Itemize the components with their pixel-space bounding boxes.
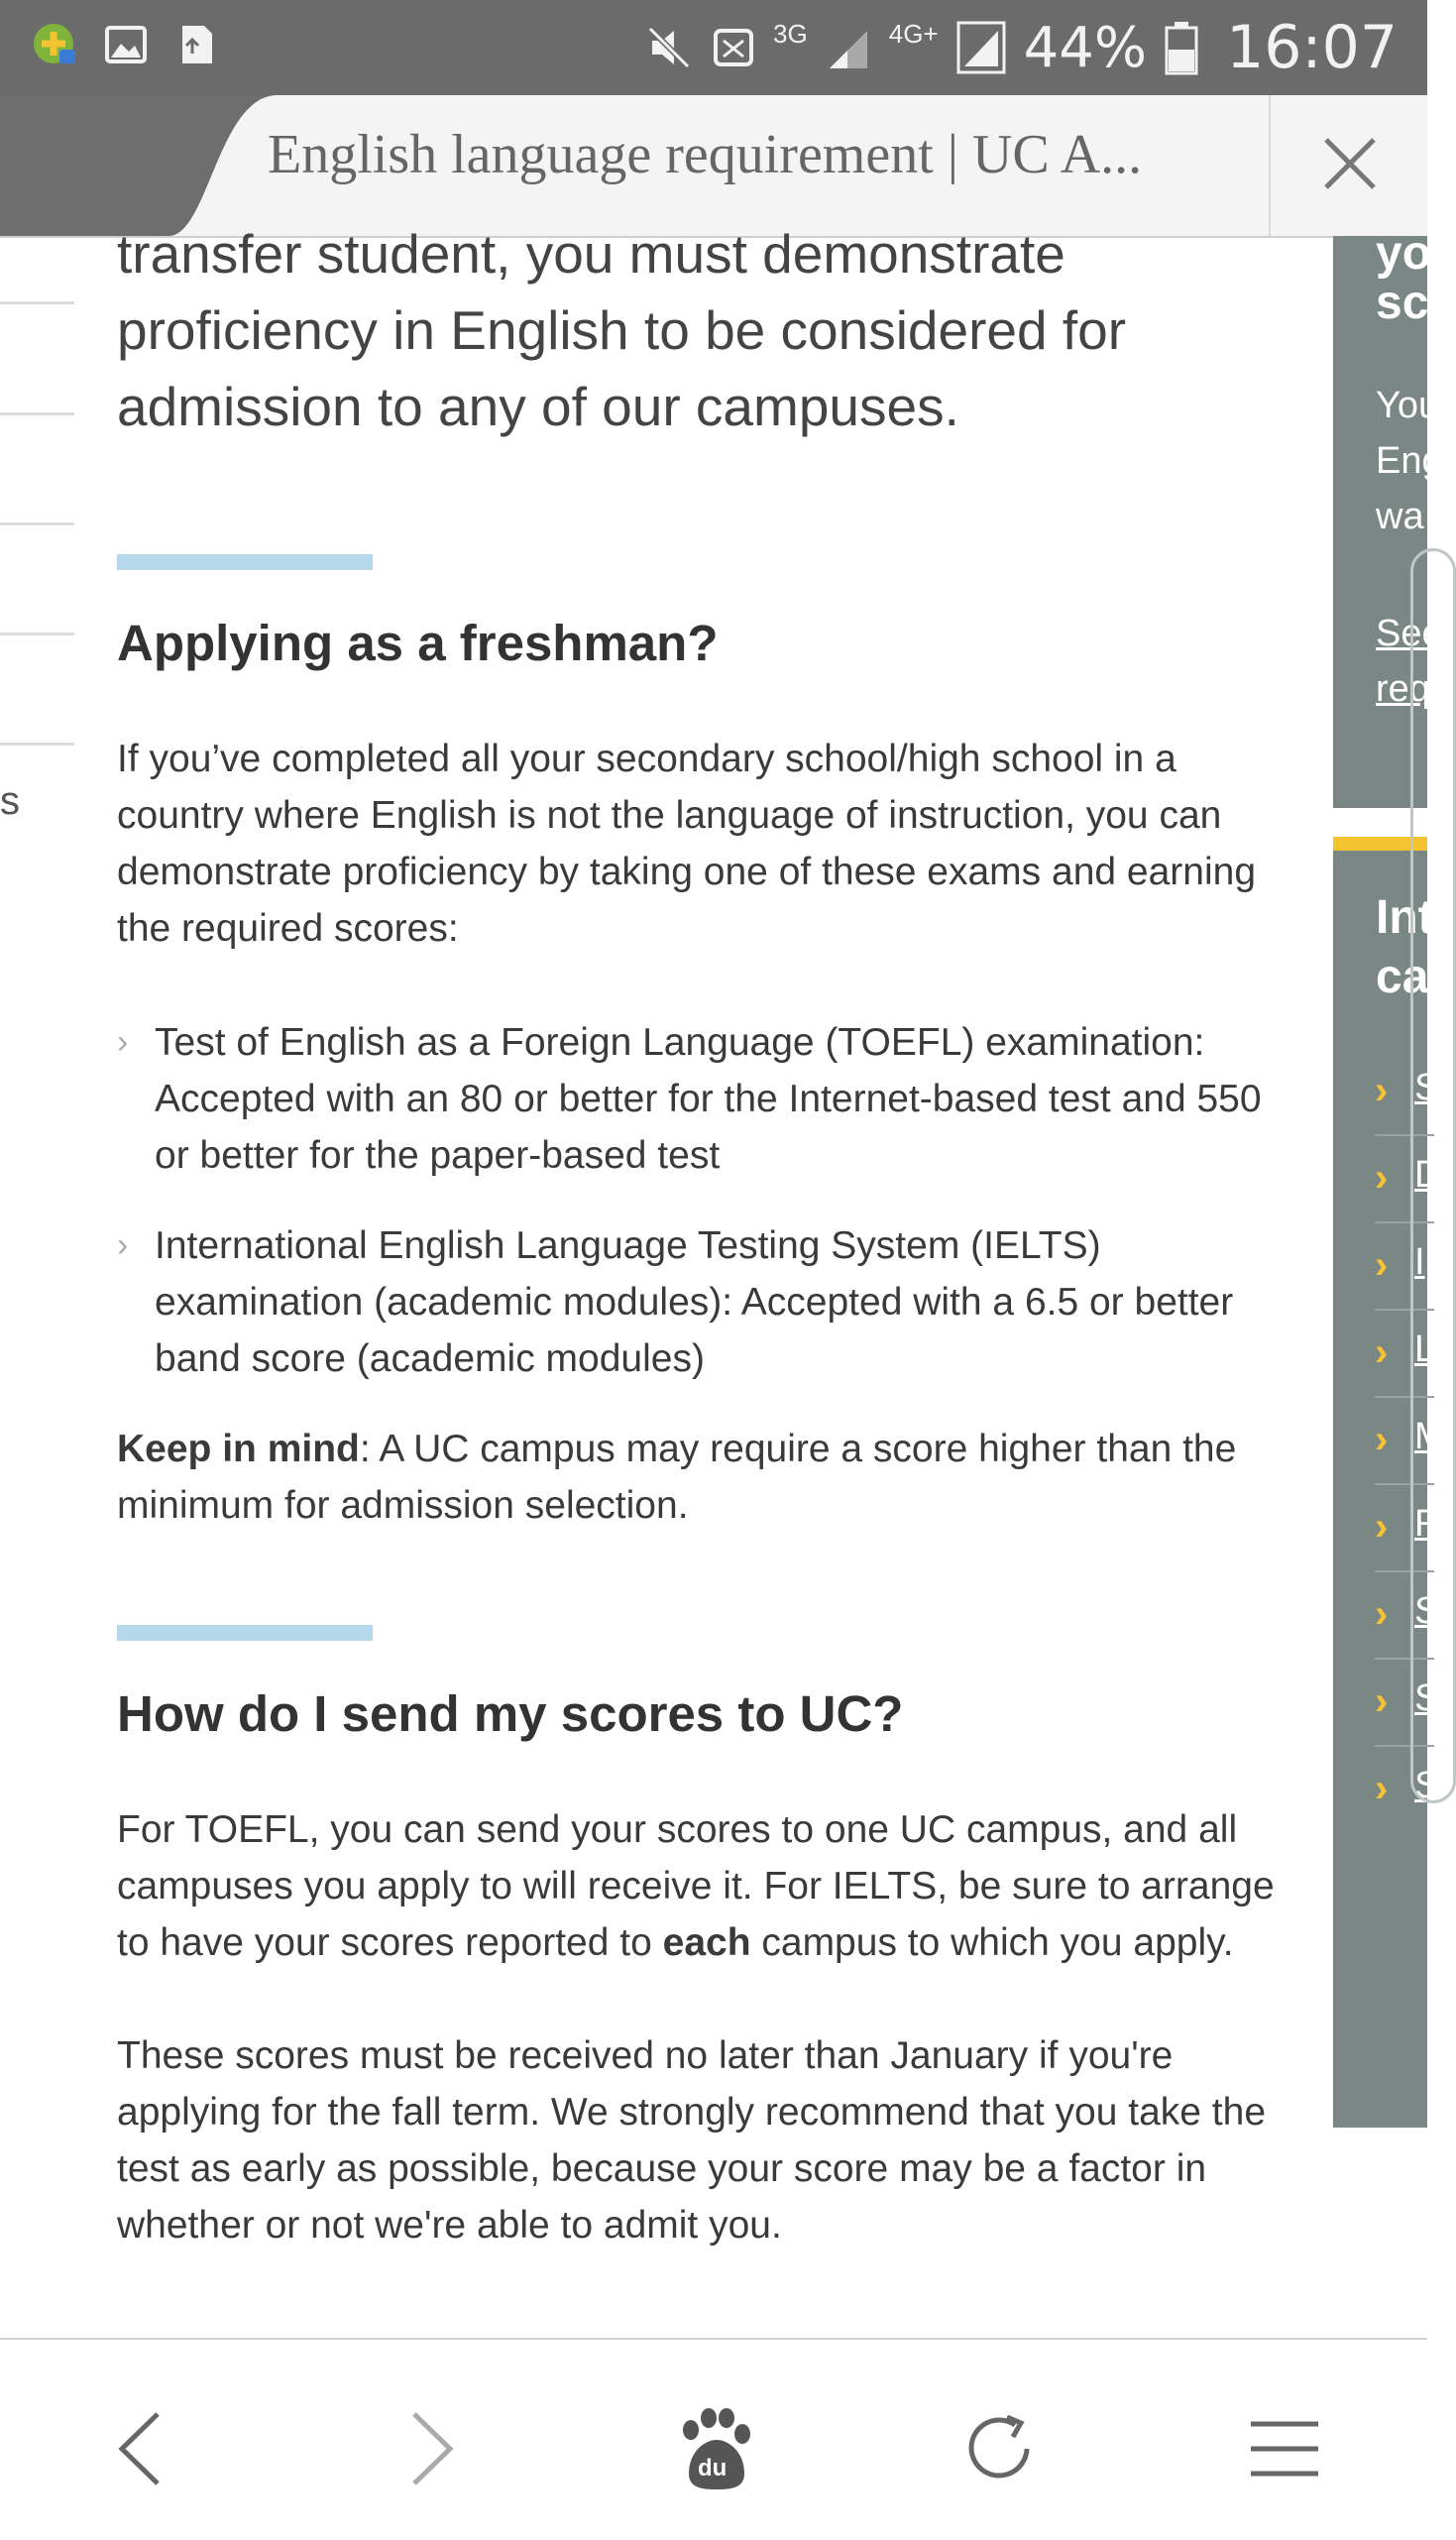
menu-button[interactable] [1225,2389,1344,2508]
system-icons [644,0,1398,95]
tab-title[interactable]: English language requirement | UC A... [268,124,1143,185]
back-arrow-icon[interactable] [102,2404,181,2493]
mute-icon [644,23,694,72]
sidebar-body-fragment: You [1376,385,1440,426]
keep-in-mind-note [117,1421,1296,1534]
sidebar-link-text[interactable]: S [1414,1590,1440,1632]
right-sidebar [1333,227,1446,2338]
signal-4g-icon [956,21,1006,74]
message-icon [712,23,755,72]
emphasis-each: each [662,1921,751,1964]
chevron-right-icon: › [1375,1418,1389,1461]
keep-in-mind-label: Keep in mind [117,1428,360,1470]
browser-bottom-toolbar [0,2338,1427,2540]
chevron-right-icon: › [117,1226,129,1264]
list-item [117,1217,1296,1387]
home-button[interactable] [654,2389,773,2508]
sidebar-link-text[interactable]: R [1414,1503,1442,1545]
chevron-right-icon: › [1375,1679,1389,1723]
chevron-right-icon: › [1375,1156,1389,1200]
network-3g-label: 3G [773,18,808,49]
app-notification-icon [30,20,79,69]
scroll-handle[interactable] [1410,548,1456,1803]
sidebar-link-text[interactable]: I [1414,1241,1425,1283]
chevron-right-icon: › [1375,1505,1389,1549]
battery-percent: 44% [1023,15,1148,80]
chevron-right-icon: › [1375,1330,1389,1374]
battery-icon [1165,20,1198,75]
main-content [117,216,1296,2253]
refresh-icon[interactable] [957,2407,1041,2490]
web-page[interactable] [0,223,1446,2338]
sidebar-link-text[interactable]: S [1414,1677,1440,1719]
sidebar-link-fragment[interactable]: See [1376,613,1443,654]
list-item [117,1014,1296,1184]
notification-icons [30,20,222,69]
sidebar-body-fragment: Eng [1376,440,1443,482]
network-4g-label: 4G+ [888,18,939,49]
menu-icon[interactable] [1245,2414,1324,2483]
send-scores-paragraph [117,1801,1296,1971]
clock: 16:07 [1226,13,1398,82]
sidebar-heading-fragment: scl [1376,277,1442,329]
freshman-intro: If you’ve completed all your secondary school/high school in a country where English is not the language of instruction, you can demonstrate proficiency by taking one of these exams and earning the required scores: [117,738,1257,950]
close-icon[interactable] [1271,95,1429,236]
list-item-text: International English Language Testing System (IELTS) examination (academic modules): Accepted with a 6.5 or better band score (academic modules) [155,1224,1234,1380]
chevron-right-icon: › [1375,1592,1389,1636]
exam-list [117,1014,1296,1387]
list-item-text: Test of English as a Foreign Language (TOEFL) examination: Accepted with an 80 or better for the Internet-based test and 550 or better for the paper-based test [155,1021,1262,1177]
forward-button[interactable] [371,2389,490,2508]
status-bar [0,0,1427,95]
forward-arrow-icon[interactable] [391,2404,470,2493]
tab-edge [149,95,278,236]
left-nav-divider [0,743,74,746]
left-nav-divider [0,522,74,525]
left-nav-fragment-text[interactable]: s [0,779,20,823]
sidebar-heading-fragment: yo [1376,227,1432,280]
back-button[interactable] [82,2389,201,2508]
sidebar-heading-fragment: Int [1376,891,1434,944]
section-divider [117,554,373,570]
left-nav-fragment [0,236,74,2338]
sidebar-heading-fragment: ca [1376,951,1429,1003]
section-heading-freshman: Applying as a freshman? [117,615,719,671]
tab-close-button[interactable] [1269,95,1429,236]
sidebar-link-text[interactable]: S [1414,1765,1440,1806]
section-heading-send-scores: How do I send my scores to UC? [117,1685,904,1742]
sidebar-link-text[interactable]: S [1414,1067,1440,1108]
chevron-right-icon: › [1375,1243,1389,1287]
sidebar-link-text[interactable]: D [1414,1154,1442,1196]
left-nav-divider [0,301,74,304]
send-scores-text-end: campus to which you apply. [750,1921,1234,1964]
left-nav-divider [0,412,74,415]
signal-3g-icon [826,23,871,72]
sidebar-link-text[interactable]: L [1414,1328,1436,1370]
chevron-right-icon: › [117,1023,129,1061]
section-divider [117,1625,373,1641]
sidebar-body-fragment: wa [1376,496,1424,537]
lead-paragraph: transfer student, you must demonstrate proficiency in English to be considered for admission to any of our campuses. [117,223,1127,437]
chevron-right-icon: › [1375,1767,1389,1810]
deadline-paragraph: These scores must be received no later than January if you're applying for the fall term. We strongly recommend that you take the test as early as possible, because your score may be a factor in whether or not we're able to admit you. [117,2034,1267,2247]
keep-in-mind-text: : A UC campus may require a score higher than the minimum for admission selection. [117,1428,1237,1527]
left-nav-divider [0,633,74,635]
sidebar-link-text[interactable]: M [1414,1416,1446,1457]
chevron-right-icon: › [1375,1069,1389,1112]
home-label: du [698,2455,728,2482]
send-scores-text: For TOEFL, you can send your scores to one UC campus, and all campuses you apply to will receive it. For IELTS, be sure to arrange to have your scores reported to [117,1808,1275,1964]
sidebar-link-fragment[interactable]: req [1376,668,1430,710]
image-icon [101,20,151,69]
refresh-button[interactable] [940,2389,1059,2508]
usb-transfer-icon [172,20,222,69]
